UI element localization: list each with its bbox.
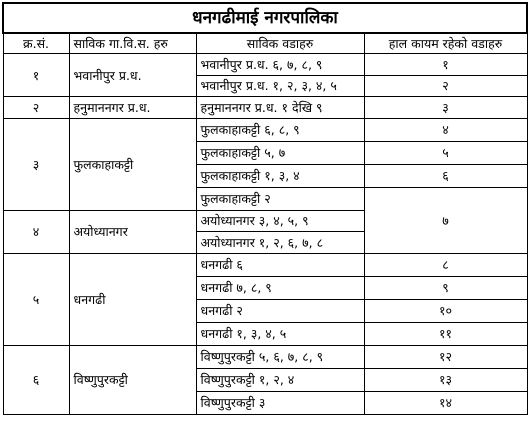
old-ward-cell: भवानीपुर प्र.ध. ६, ७, ८, ९ (196, 54, 364, 76)
old-ward-cell: अयोध्यानगर १, २, ६, ७, ८ (196, 232, 364, 254)
new-ward-cell: १० (364, 299, 527, 322)
new-ward-cell: २ (364, 75, 527, 97)
table-title: धनगढीमाई नगरपालिका (3, 3, 527, 33)
serial-cell: ४ (3, 210, 69, 253)
vdc-cell: विष्णुपुरकट्टी (69, 345, 196, 414)
serial-cell: १ (3, 54, 69, 97)
old-ward-cell: विष्णुपुरकट्टी ३ (196, 391, 364, 414)
old-ward-cell: हनुमाननगर प्र.ध. १ देखि ९ (196, 97, 364, 119)
header-old-vdc: साविक गा.वि.स. हरु (69, 33, 196, 54)
old-ward-cell: अयोध्यानगर ३, ४, ५, ९ (196, 210, 364, 232)
new-ward-cell: ९ (364, 276, 527, 299)
header-serial: क्र.सं. (3, 33, 69, 54)
ward-table (2, 2, 528, 415)
header-old-wards: साविक वडाहरु (196, 33, 364, 54)
new-ward-cell: ७ (364, 187, 527, 253)
old-ward-cell: धनगढी ६ (196, 253, 364, 276)
old-ward-cell: धनगढी २ (196, 299, 364, 322)
serial-cell: ६ (3, 345, 69, 414)
new-ward-cell: ६ (364, 164, 527, 187)
serial-cell: ५ (3, 253, 69, 345)
vdc-cell: हनुमाननगर प्र.ध. (69, 97, 196, 119)
new-ward-cell: ४ (364, 118, 527, 141)
old-ward-cell: फुलकाहाकट्टी १, ३, ४ (196, 164, 364, 187)
old-ward-cell: फुलकाहाकट्टी ६, ८, ९ (196, 118, 364, 141)
old-ward-cell: भवानीपुर प्र.ध. १, २, ३, ४, ५ (196, 75, 364, 97)
vdc-cell: फुलकाहाकट्टी (69, 118, 196, 210)
new-ward-cell: १२ (364, 345, 527, 368)
old-ward-cell: धनगढी ७, ८, ९ (196, 276, 364, 299)
serial-cell: २ (3, 97, 69, 119)
old-ward-cell: विष्णुपुरकट्टी १, २, ४ (196, 368, 364, 391)
new-ward-cell: १३ (364, 368, 527, 391)
old-ward-cell: फुलकाहाकट्टी ५, ७ (196, 141, 364, 164)
old-ward-cell: फुलकाहाकट्टी २ (196, 187, 364, 210)
new-ward-cell: १४ (364, 391, 527, 414)
vdc-cell: भवानीपुर प्र.ध. (69, 54, 196, 97)
new-ward-cell: ११ (364, 322, 527, 345)
vdc-cell: अयोध्यानगर (69, 210, 196, 253)
old-ward-cell: धनगढी १, ३, ४, ५ (196, 322, 364, 345)
new-ward-cell: १ (364, 54, 527, 76)
header-new-wards: हाल कायम रहेको वडाहरु (364, 33, 527, 54)
new-ward-cell: ५ (364, 141, 527, 164)
new-ward-cell: ३ (364, 97, 527, 119)
vdc-cell: धनगढी (69, 253, 196, 345)
old-ward-cell: विष्णुपुरकट्टी ५, ६, ७, ८, ९ (196, 345, 364, 368)
serial-cell: ३ (3, 118, 69, 210)
new-ward-cell: ८ (364, 253, 527, 276)
